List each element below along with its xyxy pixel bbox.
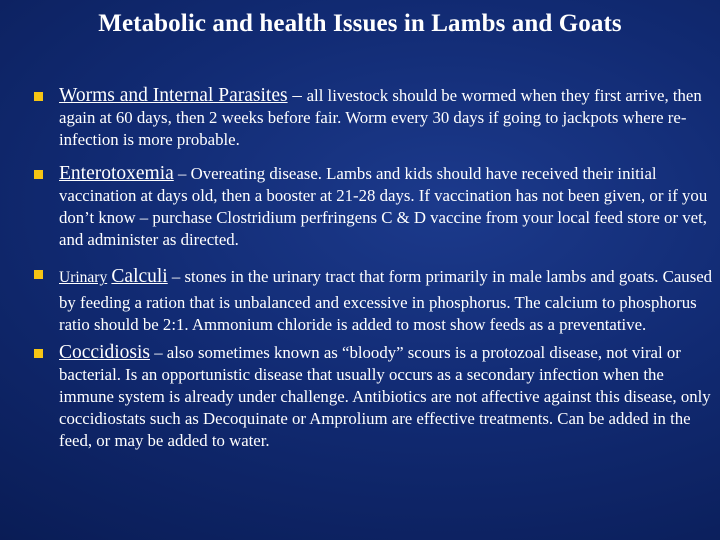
bullet-term: Coccidiosis — [59, 342, 150, 363]
bullet-separator: – — [167, 267, 185, 286]
square-bullet-icon — [34, 349, 43, 358]
bullet-text: all livestock should be wormed when they first arrive, then again at 60 days, then 2 weeks before fair. Worm every 30 days if going to jackpots where re-infection is more probable. — [59, 86, 702, 149]
square-bullet-icon — [34, 92, 43, 101]
bullet-item-coccidiosis — [34, 342, 714, 452]
square-bullet-icon — [34, 270, 43, 279]
bullet-term: Calculi — [111, 266, 168, 287]
bullet-separator: – — [150, 343, 167, 362]
square-bullet-icon — [34, 170, 43, 179]
bullet-term: Enterotoxemia — [59, 163, 174, 184]
slide-title: Metabolic and health Issues in Lambs and Goats — [98, 10, 622, 37]
bullet-list — [34, 85, 714, 452]
bullet-term-prefix: Urinary — [59, 269, 108, 286]
bullet-item-worms — [34, 85, 714, 151]
bullet-text: stones in the urinary tract that form primarily in male lambs and goats. Caused by feeding a ration that is unbalanced and excessive in phosphorus. The calcium to phosphorus ratio should be 2:1. Ammonium chloride is added to most show feeds as a preventative. — [59, 267, 713, 334]
bullet-separator: – — [287, 85, 307, 106]
bullet-separator: – — [173, 164, 191, 183]
bullet-item-urinary-calculi — [34, 263, 714, 336]
bullet-item-enterotoxemia — [34, 163, 714, 251]
bullet-text: Overeating disease. Lambs and kids should have received their initial vaccination at days old, then a booster at 21-28 days. If vaccination has not been given, or if you don’t know – purchase Clostridium perfringens C & D vaccine from your local feed store or vet, and administer as directed. — [59, 164, 708, 249]
bullet-text: also sometimes known as “bloody” scours is a protozoal disease, not viral or bacterial. Is an opportunistic disease that usually occurs as a secondary infection when the immune system is already under challenge. Antibiotics are not affective against this disease, only coccidiostats such as Decoquinate or Amprolium are effective treatments. Can be added in the feed, or may be added to water. — [59, 343, 711, 450]
bullet-term: Worms and Internal Parasites — [59, 85, 288, 106]
